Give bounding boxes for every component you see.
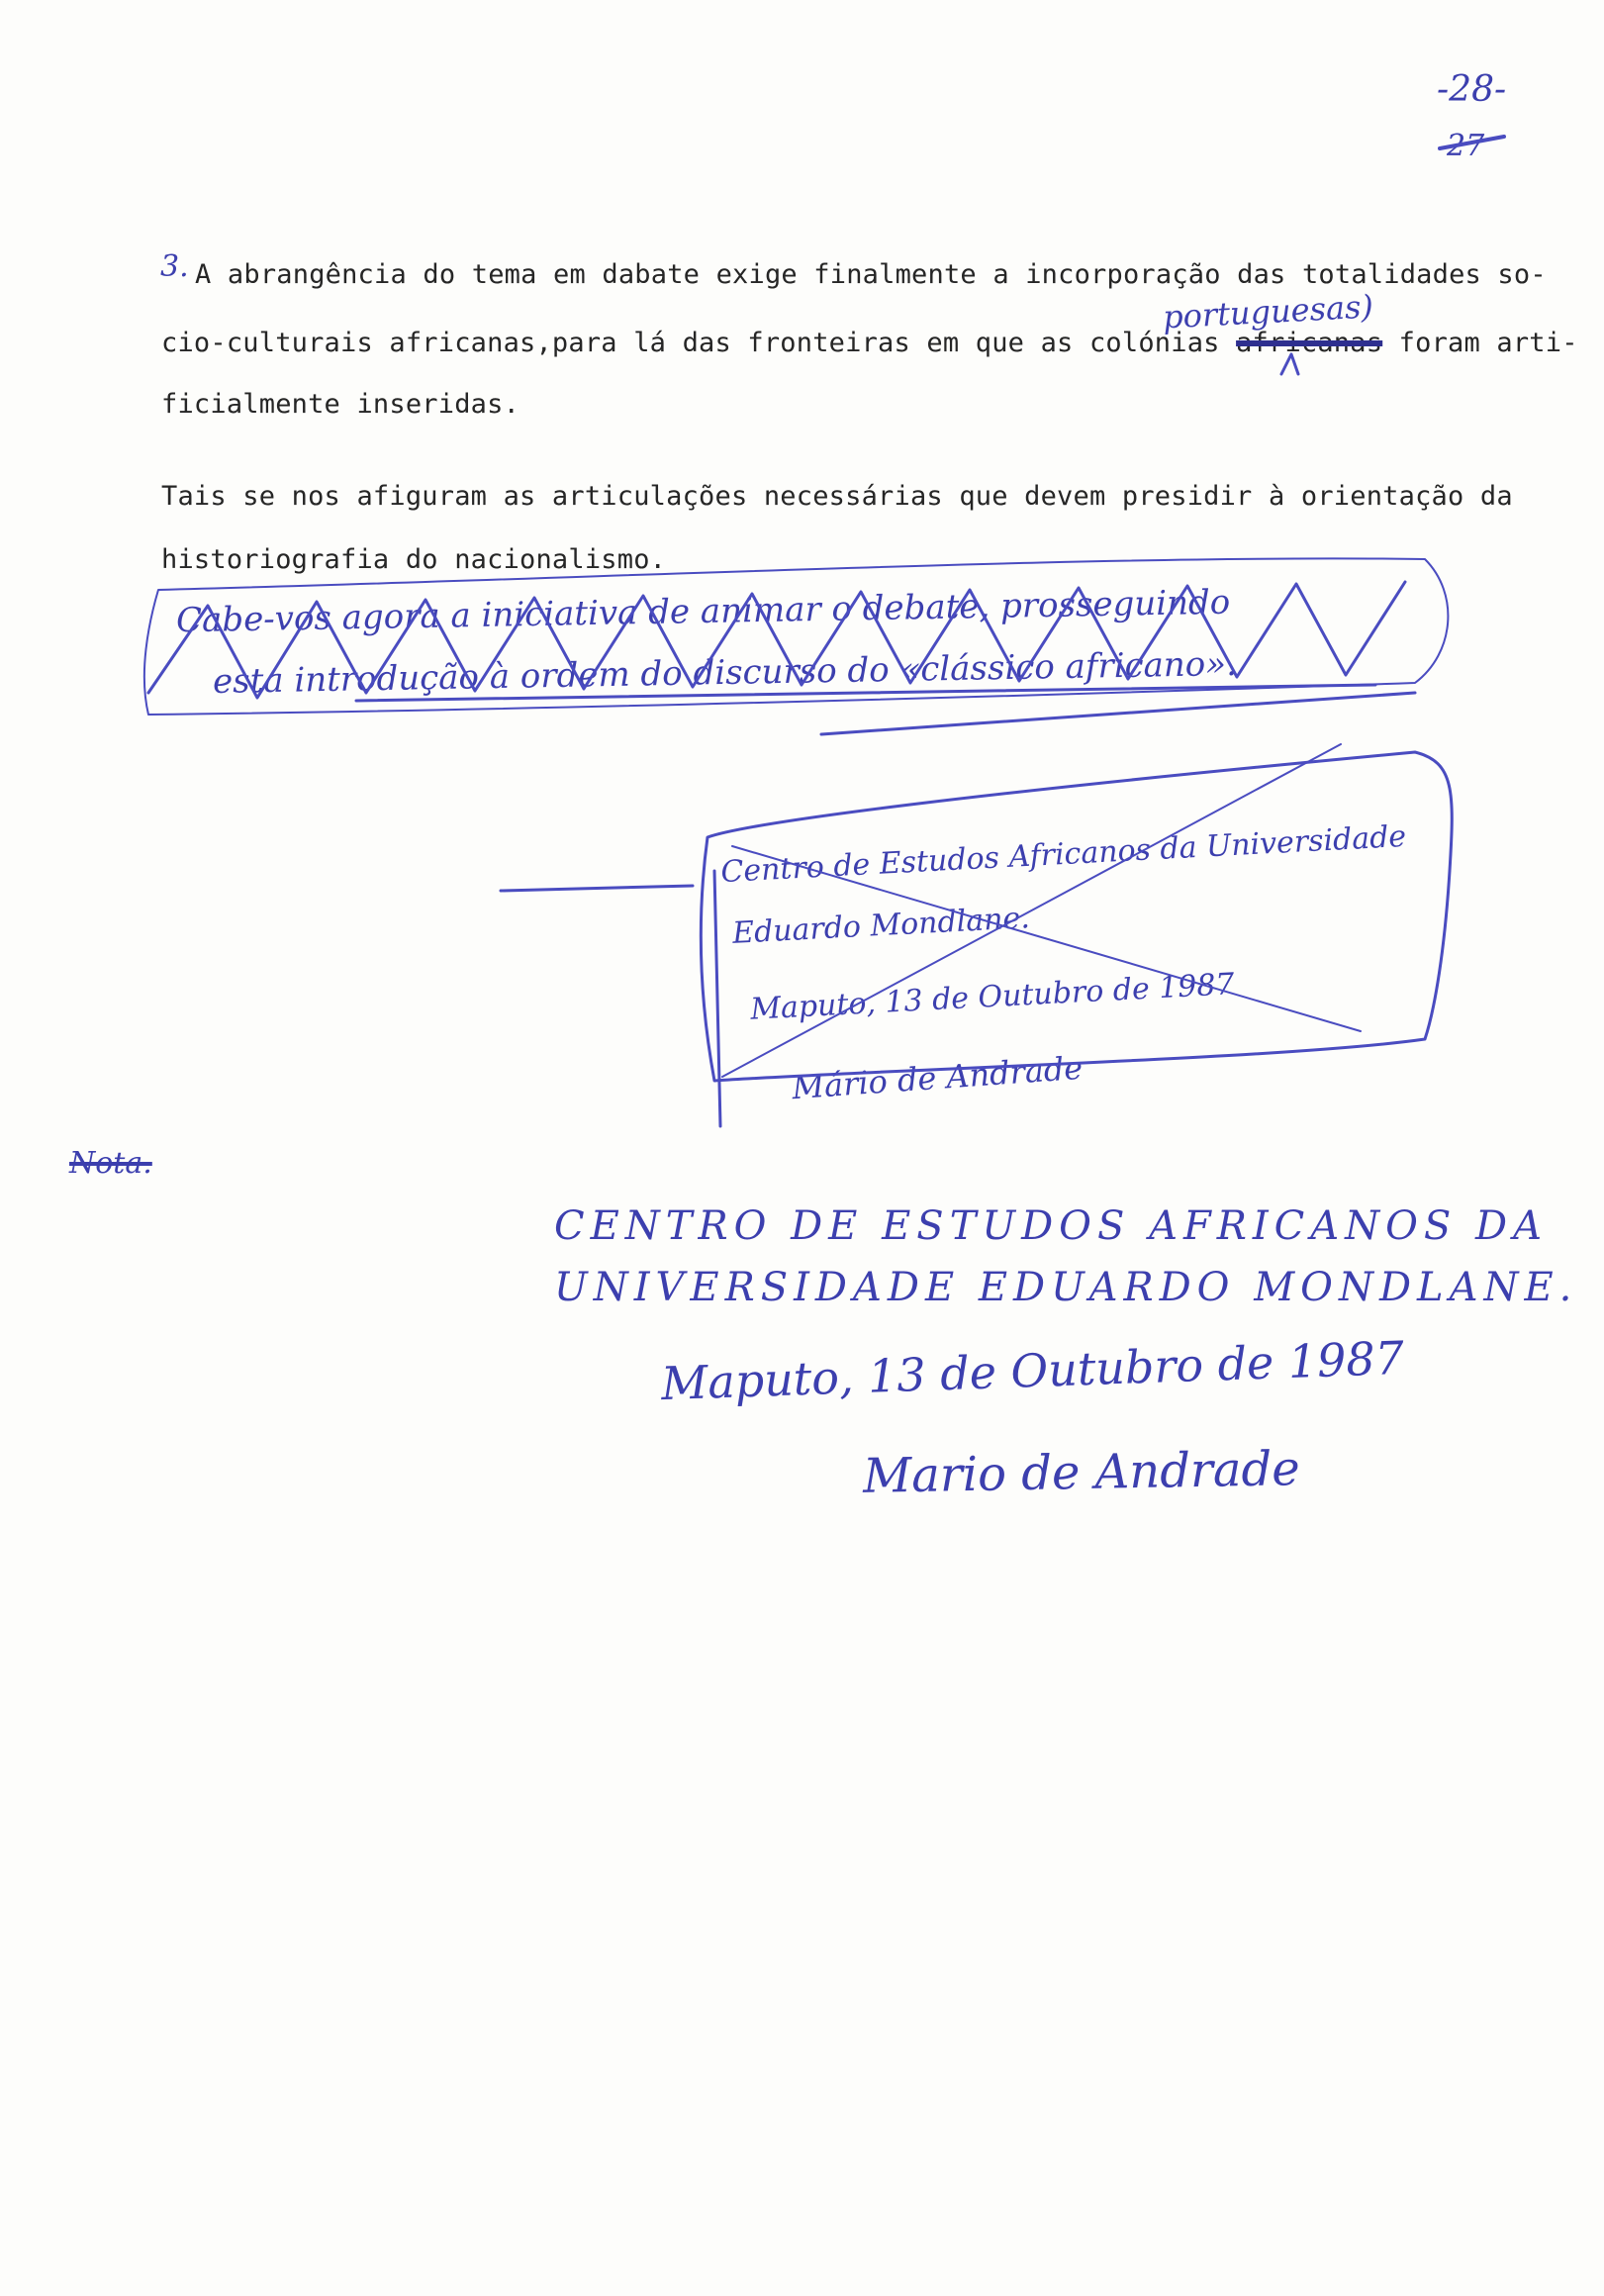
typed-line-5: historiografia do nacionalismo.	[161, 544, 667, 575]
signature-pointer	[501, 886, 693, 891]
crossed-signature-x	[722, 744, 1361, 1077]
insertion-caret	[1281, 354, 1298, 374]
insertion-above: portuguesas)	[1162, 287, 1374, 336]
signature-line-1: CENTRO DE ESTUDOS AFRICANOS DA	[554, 1203, 1548, 1249]
typed-line-2-struck: africanas	[1236, 328, 1383, 358]
signature-line-2: UNIVERSIDADE EDUARDO MONDLANE.	[554, 1265, 1578, 1310]
crossed-signature-line-2: Eduardo Mondlane.	[731, 901, 1031, 951]
signature-pointer-tick	[714, 871, 720, 1126]
paragraph-marker: 3.	[160, 249, 189, 284]
crossed-signature-line-3: Maputo, 13 de Outubro de 1987	[749, 967, 1236, 1027]
page-number-previous: 27	[1447, 129, 1485, 163]
crossed-paragraph-line-1: Cabe-vos agora a iniciativa de animar o debate, prosseguindo	[175, 582, 1231, 641]
crossed-note: Nota.	[69, 1146, 152, 1181]
crossed-paragraph-line-2: esta introdução à ordem do discurso do «clássico africano».	[212, 643, 1238, 703]
signature-line-4: Mario de Andrade	[862, 1441, 1301, 1504]
crossed-paragraph-lasso	[144, 558, 1449, 715]
signature-line-3: Maputo, 13 de Outubro de 1987	[660, 1330, 1405, 1411]
typed-line-1: A abrangência do tema em dabate exige finalmente a incorporação das totalidades so-	[195, 259, 1547, 290]
page-number-current: -28-	[1437, 69, 1507, 110]
page-number-strike	[1440, 137, 1504, 148]
crossed-paragraph-zigzag	[148, 582, 1405, 698]
crossed-signature-box	[701, 752, 1452, 1081]
crossed-paragraph-underline	[356, 685, 1415, 734]
typed-line-4: Tais se nos afiguram as articulações necessárias que devem presidir à orientação da	[161, 481, 1513, 512]
typed-line-2-before: cio-culturais africanas,para lá das fronteiras em que as colónias	[161, 328, 1220, 358]
crossed-signature-line-1: Centro de Estudos Africanos da Universidade	[719, 818, 1407, 891]
typed-line-2-after: foram arti-	[1398, 328, 1578, 358]
typed-line-3: ficialmente inseridas.	[161, 389, 520, 420]
crossed-signature-line-4: Mário de Andrade	[791, 1048, 1085, 1107]
